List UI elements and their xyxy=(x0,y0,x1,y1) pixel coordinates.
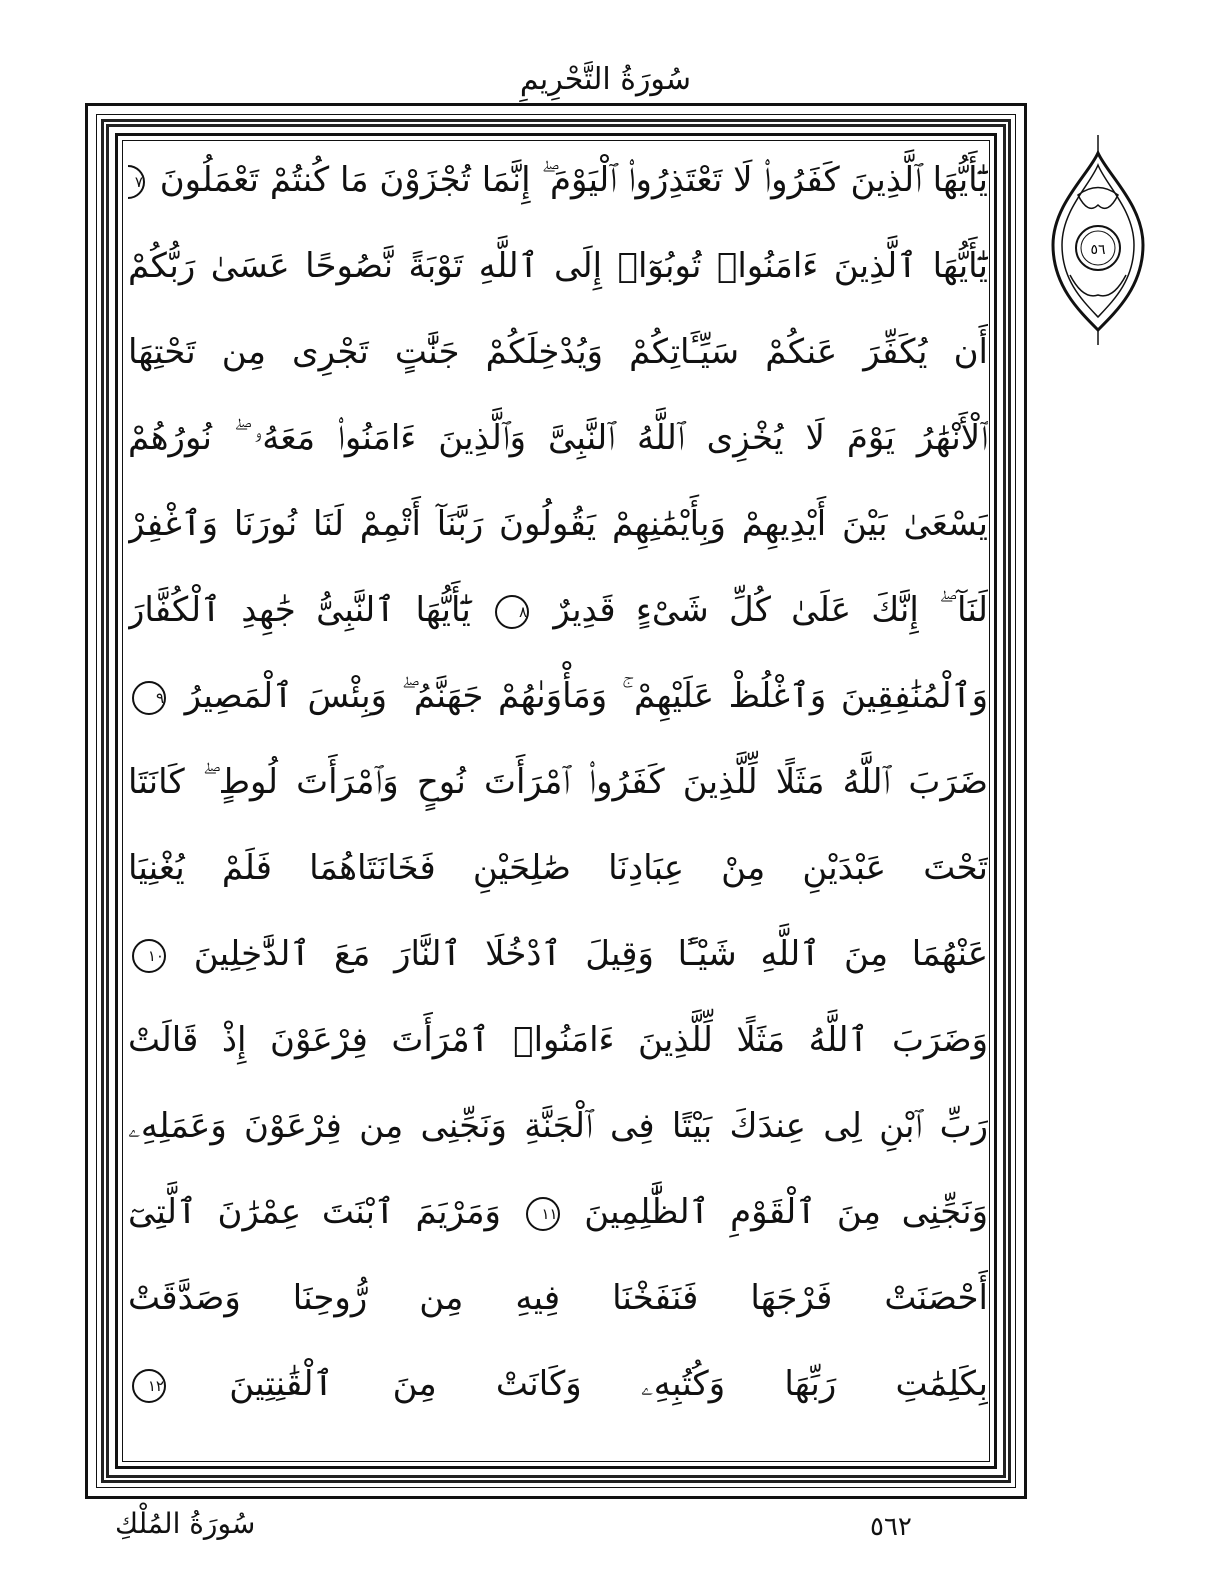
verse-text: وَٱلْمُنَٰفِقِينَ وَٱغْلُظْ عَلَيْهِمْ ۚ وَمَأْوَىٰهُمْ جَهَنَّمُ ۖ وَبِئْسَ ٱلْمَصِيرُ xyxy=(184,676,988,716)
verse-line xyxy=(128,140,988,220)
verse-line xyxy=(128,742,988,822)
verse-text: ٱلْأَنْهَٰرُ يَوْمَ لَا يُخْزِى ٱللَّهُ ٱلنَّبِىَّ وَٱلَّذِينَ ءَامَنُوا۟ مَعَهُۥ ۖ نُورُهُمْ xyxy=(128,418,988,458)
ayah-number-marker: ٩ xyxy=(132,681,166,715)
verse-text: بِكَلِمَٰتِ رَبِّهَا وَكُتُبِهِۦ وَكَانَتْ مِنَ ٱلْقَٰنِتِينَ xyxy=(229,1364,988,1404)
verse-text: وَنَجِّنِى مِنَ ٱلْقَوْمِ ٱلظَّٰلِمِينَ xyxy=(584,1192,988,1232)
verse-text: تَحْتَ عَبْدَيْنِ مِنْ عِبَادِنَا صَٰلِحَيْنِ فَخَانَتَاهُمَا فَلَمْ يُغْنِيَا xyxy=(128,848,988,888)
next-surah-title: سُورَةُ المُلْكِ xyxy=(115,1507,256,1540)
verse-text: عَنْهُمَا مِنَ ٱللَّهِ شَيْـًٔا وَقِيلَ ٱدْخُلَا ٱلنَّارَ مَعَ ٱلدَّٰخِلِينَ xyxy=(193,934,988,974)
verse-text-area xyxy=(128,140,988,1470)
page-number: ٥٦٢ xyxy=(870,1512,912,1542)
verse-line xyxy=(128,914,988,994)
verse-line xyxy=(128,1086,988,1166)
verse-text: لَنَآ ۖ إِنَّكَ عَلَىٰ كُلِّ شَىْءٍ قَدِيرٌ xyxy=(553,590,988,630)
verse-line xyxy=(128,656,988,736)
verse-text: رَبِّ ٱبْنِ لِى عِندَكَ بَيْتًا فِى ٱلْجَنَّةِ وَنَجِّنِى مِن فِرْعَوْنَ وَعَمَلِهِۦ xyxy=(128,1106,988,1146)
verse-text: يَٰٓأَيُّهَا ٱلنَّبِىُّ جَٰهِدِ ٱلْكُفَّارَ xyxy=(128,590,471,630)
ayah-number-marker: ٧ xyxy=(128,165,145,199)
verse-text: ضَرَبَ ٱللَّهُ مَثَلًا لِّلَّذِينَ كَفَرُوا۟ ٱمْرَأَتَ نُوحٍ وَٱمْرَأَتَ لُوطٍ ۖ كَانَتَا xyxy=(128,762,988,802)
verse-text: يَسْعَىٰ بَيْنَ أَيْدِيهِمْ وَبِأَيْمَٰنِهِمْ يَقُولُونَ رَبَّنَآ أَتْمِمْ لَنَا نُورَنَا وَٱغْفِرْ xyxy=(128,504,988,544)
verse-text: أَن يُكَفِّرَ عَنكُمْ سَيِّـَٔاتِكُمْ وَيُدْخِلَكُمْ جَنَّٰتٍ تَجْرِى مِن تَحْتِهَا xyxy=(128,332,988,372)
verse-text: يَٰٓأَيُّهَا ٱلَّذِينَ كَفَرُوا۟ لَا تَعْتَذِرُوا۟ ٱلْيَوْمَ ۖ إِنَّمَا تُجْزَوْنَ مَا كُنتُمْ تَعْمَلُونَ xyxy=(159,160,988,200)
ayah-number-marker: ١٢ xyxy=(132,1369,166,1403)
ayah-number-marker: ١٠ xyxy=(132,939,166,973)
verse-line xyxy=(128,1000,988,1080)
ayah-number-marker: ٨ xyxy=(495,595,529,629)
verse-line xyxy=(128,1172,988,1252)
verse-text: وَمَرْيَمَ ٱبْنَتَ عِمْرَٰنَ ٱلَّتِىٓ xyxy=(128,1192,501,1232)
verse-text: يَٰٓأَيُّهَا ٱلَّذِينَ ءَامَنُوا۟ تُوبُوٓا۟ إِلَى ٱللَّهِ تَوْبَةً نَّصُوحًا عَسَىٰ رَبُّكُمْ xyxy=(128,246,988,286)
verse-line xyxy=(128,312,988,392)
verse-text: وَضَرَبَ ٱللَّهُ مَثَلًا لِّلَّذِينَ ءَامَنُوا۟ ٱمْرَأَتَ فِرْعَوْنَ إِذْ قَالَتْ xyxy=(128,1020,988,1060)
hizb-ornament-icon xyxy=(1048,135,1148,345)
verse-line xyxy=(128,1344,988,1424)
surah-title: سُورَةُ التَّحْرِيمِ xyxy=(519,62,692,97)
ayah-number-marker: ١١ xyxy=(526,1197,560,1231)
verse-line xyxy=(128,1258,988,1338)
verse-line xyxy=(128,484,988,564)
verse-line xyxy=(128,226,988,306)
verse-line xyxy=(128,398,988,478)
hizb-label: ٥٦ xyxy=(1090,242,1106,258)
verse-text: أَحْصَنَتْ فَرْجَهَا فَنَفَخْنَا فِيهِ مِن رُّوحِنَا وَصَدَّقَتْ xyxy=(128,1278,988,1318)
verse-line xyxy=(128,828,988,908)
verse-line xyxy=(128,570,988,650)
